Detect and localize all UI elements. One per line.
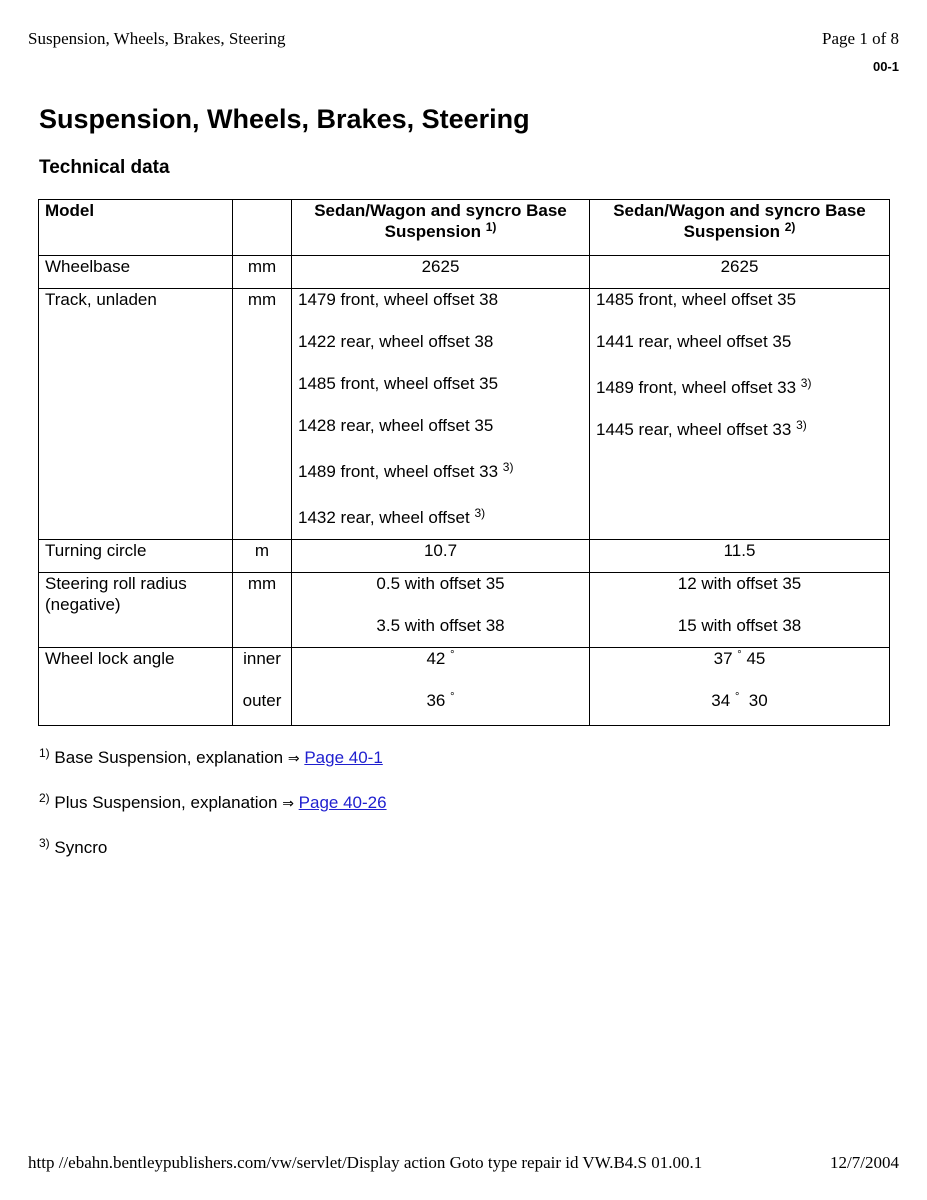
header-base-suspension: Sedan/Wagon and syncro Base Suspension $^{1)}$ <box>292 200 590 256</box>
list-item: 15 with offset 38 <box>677 616 802 635</box>
list-item: 1432 rear, wheel offset $^{3)}$ <box>298 506 486 527</box>
header-unit <box>233 200 292 256</box>
lock-angle-unit <box>233 648 292 726</box>
wheelbase-base: 2625 <box>292 256 590 289</box>
footnote-3: $^{3)}$ Syncro <box>39 836 108 857</box>
list-item: 1485 front, wheel offset 35 <box>596 290 797 309</box>
roll-radius-unit: mm <box>233 573 292 648</box>
wheelbase-unit: mm <box>233 256 292 289</box>
list-item: 1441 rear, wheel offset 35 <box>596 332 792 351</box>
page-title: Suspension, Wheels, Brakes, Steering <box>39 104 530 134</box>
track-label: Track, unladen <box>39 289 233 540</box>
track-plus <box>590 289 890 540</box>
list-item: 1489 front, wheel offset 33 $^{3)}$ <box>298 460 514 481</box>
roll-radius-plus <box>590 573 890 648</box>
header-model: Model <box>39 200 233 256</box>
turning-base: 10.7 <box>292 540 590 573</box>
list-item: 36 ° <box>426 691 455 710</box>
track-unit: mm <box>233 289 292 540</box>
list-item: 1428 rear, wheel offset 35 <box>298 416 494 435</box>
list-item: 34 ° 30 <box>711 691 768 710</box>
table-row <box>39 289 890 540</box>
roll-radius-base <box>292 573 590 648</box>
list-item: 1422 rear, wheel offset 38 <box>298 332 494 351</box>
turning-unit: m <box>233 540 292 573</box>
section-heading: Technical data <box>39 157 170 178</box>
footer-url: http //ebahn.bentleypublishers.com/vw/servlet/Display action Goto type repair id VW.B4.S 01.00.1 <box>28 1153 703 1172</box>
list-item: 3.5 with offset 38 <box>376 616 505 635</box>
wheelbase-label: Wheelbase <box>39 256 233 289</box>
link-page-40-26[interactable]: Page 40-26 <box>298 793 387 812</box>
page-footer <box>28 1153 899 1173</box>
list-item: 37 ° 45 <box>713 649 766 668</box>
list-item: 1485 front, wheel offset 35 <box>298 374 499 393</box>
list-item: 12 with offset 35 <box>677 574 802 593</box>
footnote-2: $^{2)}$ Plus Suspension, explanation ⇒ Page 40-26 <box>39 791 387 812</box>
lock-angle-plus <box>590 648 890 726</box>
wheelbase-plus: 2625 <box>590 256 890 289</box>
table-row <box>39 540 890 573</box>
list-item: inner <box>243 649 281 668</box>
arrow-right-icon: ⇒ <box>282 796 294 812</box>
running-header-title: Suspension, Wheels, Brakes, Steering <box>28 29 286 48</box>
table-row <box>39 648 890 726</box>
lock-angle-base <box>292 648 590 726</box>
list-item: outer <box>242 691 282 710</box>
footer-date: 12/7/2004 <box>830 1153 899 1172</box>
list-item: 0.5 with offset 35 <box>376 574 505 593</box>
turning-plus: 11.5 <box>590 540 890 573</box>
link-page-40-1[interactable]: Page 40-1 <box>304 748 383 767</box>
list-item: 1445 rear, wheel offset 33 $^{3)}$ <box>596 418 807 439</box>
track-base <box>292 289 590 540</box>
list-item: 1489 front, wheel offset 33 $^{3)}$ <box>596 376 812 397</box>
header-plus-suspension: Sedan/Wagon and syncro Base Suspension $^{2)}$ <box>590 200 890 256</box>
table-header-row <box>39 200 890 256</box>
turning-label: Turning circle <box>39 540 233 573</box>
roll-radius-label: Steering roll radius (negative) <box>39 573 233 648</box>
technical-data-table <box>38 199 890 726</box>
lock-angle-label: Wheel lock angle <box>39 648 233 726</box>
document-id: 00-1 <box>872 59 899 74</box>
table-row <box>39 573 890 648</box>
table-row <box>39 256 890 289</box>
list-item: 42 ° <box>426 649 455 668</box>
page-indicator: Page 1 of 8 <box>822 29 899 48</box>
footnote-1: $^{1)}$ Base Suspension, explanation ⇒ Page 40-1 <box>39 746 383 767</box>
list-item: 1479 front, wheel offset 38 <box>298 290 499 309</box>
arrow-right-icon: ⇒ <box>287 751 300 767</box>
